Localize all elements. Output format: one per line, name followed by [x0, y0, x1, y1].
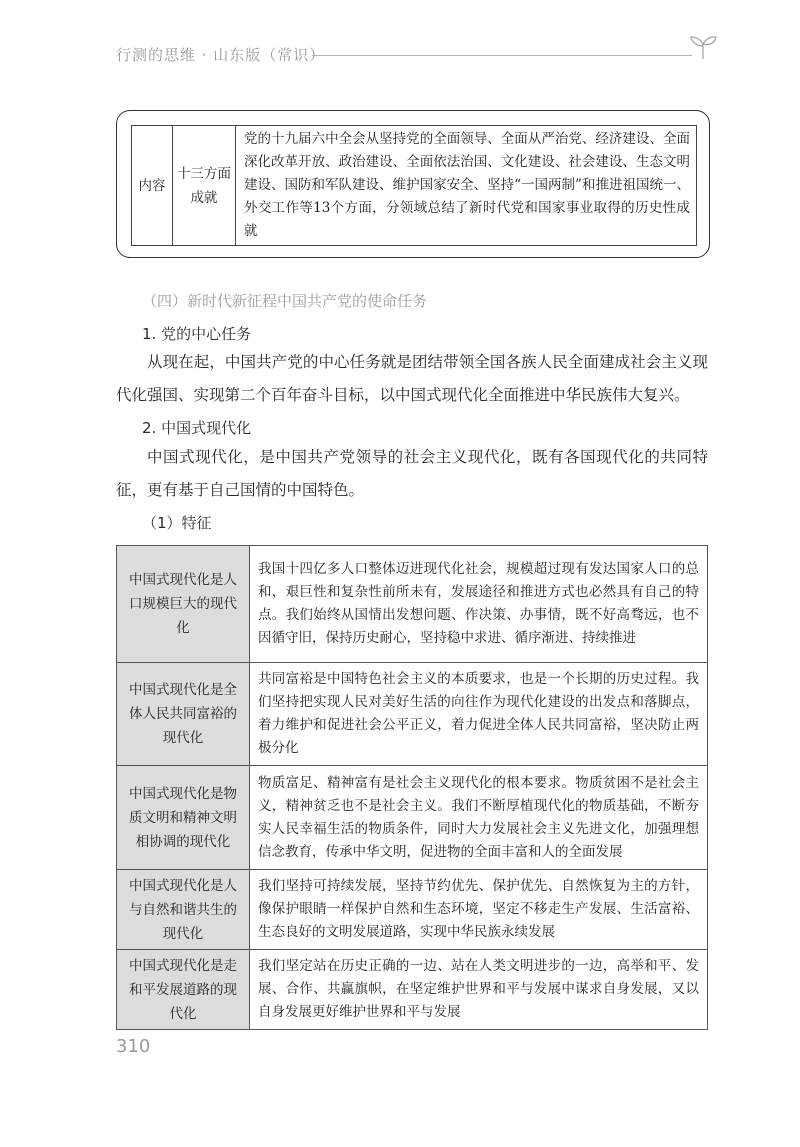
section-title: （四）新时代新征程中国共产党的使命任务 [142, 292, 428, 310]
feature-name: 中国式现代化是走和平发展道路的现代化 [117, 950, 250, 1030]
page-number: 310 [116, 1036, 151, 1057]
features-subtitle: （1）特征 [142, 514, 212, 532]
summary-table [131, 125, 697, 246]
item1-title: 1. 党的中心任务 [142, 325, 252, 343]
sprout-icon [688, 34, 718, 60]
item2-title: 2. 中国式现代化 [142, 419, 252, 437]
table-row [117, 950, 708, 1030]
feature-name: 中国式现代化是物质文明和精神文明相协调的现代化 [117, 766, 250, 870]
item1-paragraph: 从现在起，中国共产党的中心任务就是团结带领全国各族人民全面建成社会主义现代化强国、实现第二个百年奋斗目标，以中国式现代化全面推进中华民族伟大复兴。 [116, 353, 708, 404]
feature-name: 中国式现代化是人口规模巨大的现代化 [117, 546, 250, 663]
feature-desc: 我们坚持可持续发展，坚持节约优先、保护优先、自然恢复为主的方针，像保护眼睛一样保护自然和生态环境，坚定不移走生产发展、生活富裕、生态良好的文明发展道路，实现中华民族永续发展 [250, 870, 708, 950]
feature-name: 中国式现代化是人与自然和谐共生的现代化 [117, 870, 250, 950]
features-table [116, 545, 708, 1030]
content-label: 内容 [132, 126, 173, 246]
running-header [116, 42, 716, 72]
summary-box [116, 110, 710, 258]
table-row [117, 546, 708, 663]
table-row [132, 126, 697, 246]
achievements-text: 党的十九届六中全会从坚持党的全面领导、全面从严治党、经济建设、全面深化改革开放、政治建设、全面依法治国、文化建设、社会建设、生态文明建设、国防和军队建设、维护国家安全、坚持“一国两制”和推进祖国统一、外交工作等13个方面，分领域总结了新时代党和国家事业取得的历史性成就 [236, 126, 697, 246]
table-row [117, 766, 708, 870]
feature-desc: 物质富足、精神富有是社会主义现代化的根本要求。物质贫困不是社会主义，精神贫乏也不是社会主义。我们不断厚植现代化的物质基础，不断夯实人民幸福生活的物质条件，同时大力发展社会主义先进文化，加强理想信念教育，传承中华文明，促进物的全面丰富和人的全面发展 [250, 766, 708, 870]
feature-desc: 共同富裕是中国特色社会主义的本质要求，也是一个长期的历史过程。我们坚持把实现人民对美好生活的向往作为现代化建设的出发点和落脚点，着力维护和促进社会公平正义，着力促进全体人民共同富裕，坚决防止两极分化 [250, 663, 708, 766]
table-row [117, 663, 708, 766]
table-row [117, 870, 708, 950]
header-rule [312, 55, 692, 56]
header-title: 行测的思维 · 山东版（常识） [116, 46, 326, 64]
feature-desc: 我国十四亿多人口整体迈进现代化社会，规模超过现有发达国家人口的总和，艰巨性和复杂性前所未有，发展途径和推进方式也必然具有自己的特点。我们始终从国情出发想问题、作决策、办事情，既不好高骛远，也不因循守旧，保持历史耐心，坚持稳中求进、循序渐进、持续推进 [250, 546, 708, 663]
feature-desc: 我们坚定站在历史正确的一边、站在人类文明进步的一边，高举和平、发展、合作、共赢旗帜，在坚定维护世界和平与发展中谋求自身发展，又以自身发展更好维护世界和平与发展 [250, 950, 708, 1030]
feature-name: 中国式现代化是全体人民共同富裕的现代化 [117, 663, 250, 766]
achievements-label: 十三方面成就 [173, 126, 236, 246]
item2-paragraph: 中国式现代化，是中国共产党领导的社会主义现代化，既有各国现代化的共同特征，更有基于自己国情的中国特色。 [116, 448, 708, 499]
